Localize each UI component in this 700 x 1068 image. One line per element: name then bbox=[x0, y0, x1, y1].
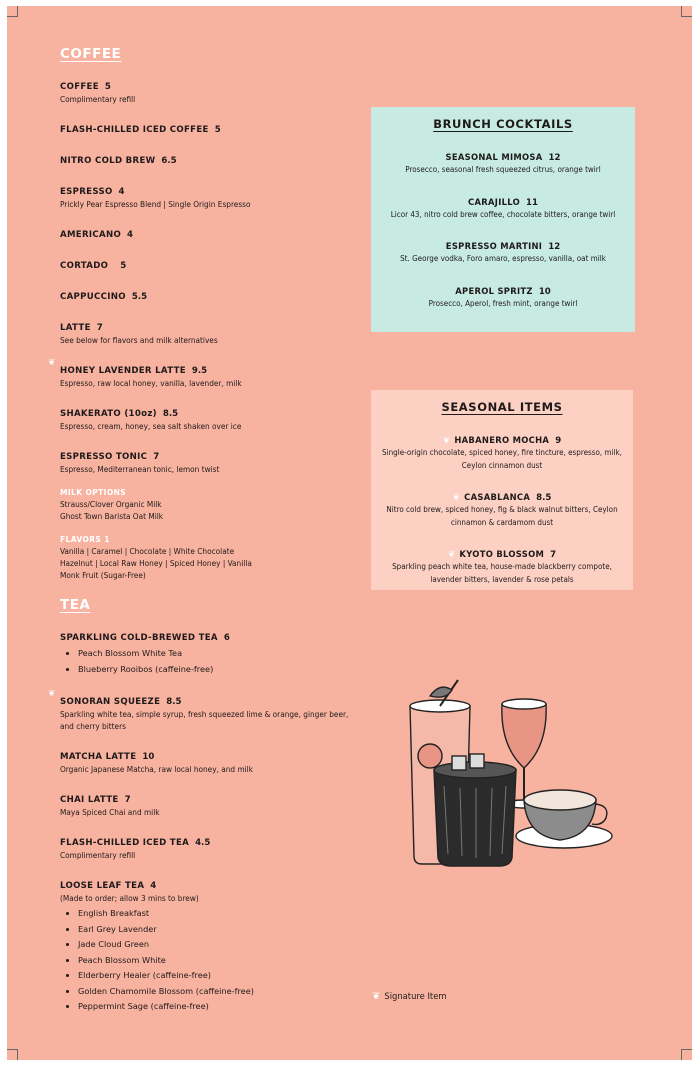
item-price: 7 bbox=[153, 452, 160, 462]
item-name: CARAJILLO bbox=[468, 196, 520, 207]
menu-item-coffee bbox=[60, 74, 360, 105]
signature-leaf-icon: ❦ bbox=[48, 358, 56, 368]
item-name: CAPPUCCINO bbox=[60, 292, 126, 302]
item-desc: Complimentary refill bbox=[60, 850, 136, 860]
coffee-section-title: COFFEE bbox=[60, 46, 122, 62]
item-price: 9 bbox=[555, 436, 562, 446]
item-price: 10 bbox=[142, 752, 155, 762]
item-name: MATCHA LATTE bbox=[60, 752, 137, 762]
menu-item-loose-leaf bbox=[60, 873, 360, 1015]
item-price: 5.5 bbox=[131, 292, 148, 302]
item-name: HONEY LAVENDER LATTE bbox=[60, 366, 186, 376]
item-name: SPARKLING COLD-BREWED TEA bbox=[60, 633, 218, 643]
seasonal-item bbox=[379, 428, 625, 472]
crop-mark bbox=[681, 6, 692, 17]
item-name: CHAI LATTE bbox=[60, 795, 119, 805]
item-name: ESPRESSO MARTINI bbox=[445, 241, 543, 251]
item-desc: Espresso, cream, honey, sea salt shaken over ice bbox=[60, 421, 242, 431]
item-desc: Organic Japanese Matcha, raw local honey, and milk bbox=[60, 764, 253, 774]
signature-leaf-icon: ❦ bbox=[452, 493, 461, 503]
item-price: 10 bbox=[538, 286, 551, 297]
signature-legend bbox=[372, 991, 447, 1002]
item-price: 5 bbox=[120, 261, 127, 271]
menu-item-cappuccino bbox=[60, 284, 360, 303]
legend-label: Signature Item bbox=[384, 991, 447, 1001]
item-desc: Espresso, Mediterranean tonic, lemon twist bbox=[60, 464, 220, 474]
item-desc: Single-origin chocolate, spiced honey, fire tincture, espresso, milk, Ceylon cinnamon dust bbox=[382, 448, 622, 470]
item-name: COFFEE bbox=[60, 82, 99, 92]
seasonal-title: SEASONAL ITEMS bbox=[441, 400, 563, 414]
item-name: FLASH-CHILLED ICED TEA bbox=[60, 838, 190, 848]
item-desc: Prosecco, seasonal fresh squeezed citrus, orange twirl bbox=[405, 165, 601, 174]
list-item: • Peach Blossom White Tea bbox=[78, 646, 360, 662]
signature-leaf-icon: ❦ bbox=[447, 550, 456, 560]
item-name: SEASONAL MIMOSA bbox=[445, 152, 543, 162]
signature-leaf-icon: ❦ bbox=[442, 436, 451, 446]
item-price: 7 bbox=[550, 550, 557, 560]
tea-section-title: TEA bbox=[60, 597, 91, 613]
menu-item-latte bbox=[60, 315, 360, 346]
flavors-title: FLAVORS 1 bbox=[60, 535, 110, 544]
item-name: SHAKERATO (10oz) bbox=[60, 409, 157, 419]
cocktail-item bbox=[379, 190, 627, 222]
flavor-line: Vanilla | Caramel | Chocolate | White Chocolate bbox=[60, 546, 235, 556]
brunch-cocktails-box bbox=[371, 107, 635, 332]
item-price: 12 bbox=[548, 242, 561, 252]
item-price: 5 bbox=[104, 82, 111, 92]
item-price: 8.5 bbox=[166, 697, 182, 707]
menu-item-honey-lavender bbox=[48, 358, 360, 389]
cocktails-title: BRUNCH COCKTAILS bbox=[433, 117, 573, 131]
item-desc: Prickly Pear Espresso Blend | Single Origin Espresso bbox=[60, 199, 251, 209]
item-price: 11 bbox=[526, 197, 538, 208]
item-price: 4.5 bbox=[195, 838, 211, 848]
list-item: • Earl Grey Lavender bbox=[78, 922, 360, 938]
list-item: • Peppermint Sage (caffeine-free) bbox=[78, 999, 360, 1015]
list-item: • Peach Blossom White bbox=[78, 953, 360, 969]
item-name: ESPRESSO bbox=[60, 187, 113, 197]
item-desc: Licor 43, nitro cold brew coffee, chocolate bitters, orange twirl bbox=[390, 209, 616, 219]
seasonal-item bbox=[379, 542, 625, 586]
item-desc: Nitro cold brew, spiced honey, fig & black walnut bitters, Ceylon cinnamon & cardamom dust bbox=[386, 505, 618, 527]
menu-item-shakerato bbox=[60, 401, 360, 432]
item-price: 8.5 bbox=[162, 409, 179, 419]
signature-leaf-icon: ❦ bbox=[48, 689, 56, 699]
list-item: • Elderberry Healer (caffeine-free) bbox=[78, 968, 360, 984]
item-name: CASABLANCA bbox=[464, 492, 531, 502]
signature-leaf-icon: ❦ bbox=[372, 991, 381, 1002]
item-name: SONORAN SQUEEZE bbox=[60, 697, 161, 707]
item-name: AMERICANO bbox=[60, 230, 122, 240]
item-name: KYOTO BLOSSOM bbox=[459, 549, 545, 559]
list-item: • Blueberry Rooibos (caffeine-free) bbox=[78, 662, 360, 678]
item-price: 6 bbox=[223, 633, 230, 643]
item-desc: (Made to order; allow 3 mins to brew) bbox=[60, 893, 199, 903]
list-item: • English Breakfast bbox=[78, 906, 360, 922]
item-price: 4 bbox=[118, 187, 125, 197]
item-price: 7 bbox=[124, 795, 131, 805]
flavors bbox=[60, 534, 360, 581]
tea-options-list bbox=[60, 646, 360, 677]
item-desc: Sparkling white tea, simple syrup, fresh squeezed lime & orange, ginger beer, and cherry bitters bbox=[60, 709, 349, 731]
item-desc: Espresso, raw local honey, vanilla, lavender, milk bbox=[60, 378, 242, 388]
crop-mark bbox=[7, 6, 18, 17]
coffee-cup-illustration bbox=[516, 790, 612, 848]
item-price: 7 bbox=[96, 323, 103, 333]
menu-item-sonoran bbox=[48, 689, 360, 732]
list-item: • Jade Cloud Green bbox=[78, 937, 360, 953]
item-name: APEROL SPRITZ bbox=[455, 285, 533, 296]
menu-item-sparkling-tea bbox=[60, 625, 360, 677]
menu-item-iced-coffee bbox=[60, 117, 360, 136]
item-desc: Sparkling peach white tea, house-made blackberry compote, lavender bitters, lavender & rose petals bbox=[392, 562, 612, 584]
loose-leaf-list bbox=[60, 906, 360, 1015]
left-column bbox=[48, 46, 360, 1027]
seasonal-items-box bbox=[371, 390, 633, 590]
cocktail-item bbox=[379, 145, 627, 177]
cold-brew-tumbler-illustration bbox=[434, 754, 516, 866]
menu-item-iced-tea bbox=[60, 830, 360, 861]
crop-mark bbox=[681, 1049, 692, 1060]
item-price: 8.5 bbox=[536, 493, 552, 503]
item-desc: Maya Spiced Chai and milk bbox=[60, 807, 160, 817]
menu-item-espresso-tonic bbox=[60, 444, 360, 475]
item-name: HABANERO MOCHA bbox=[454, 435, 550, 445]
menu-item-nitro bbox=[60, 148, 360, 167]
item-desc: See below for flavors and milk alternatives bbox=[60, 335, 218, 345]
menu-item-espresso bbox=[60, 179, 360, 210]
drinks-illustration bbox=[400, 676, 620, 876]
item-name: LATTE bbox=[60, 323, 91, 333]
milk-options bbox=[60, 487, 360, 522]
item-name: CORTADO bbox=[60, 261, 109, 271]
item-name: LOOSE LEAF TEA bbox=[60, 881, 145, 891]
item-desc: Complimentary refill bbox=[60, 94, 136, 104]
menu-item-chai bbox=[60, 787, 360, 818]
menu-item-americano bbox=[60, 222, 360, 241]
cocktail-item bbox=[379, 279, 627, 311]
milk-option: Strauss/Clover Organic Milk bbox=[60, 499, 162, 509]
milk-options-title: MILK OPTIONS bbox=[60, 488, 127, 497]
item-price: 12 bbox=[548, 153, 561, 163]
flavor-line: Hazelnut | Local Raw Honey | Spiced Honey | Vanilla bbox=[60, 558, 252, 568]
menu-item-matcha bbox=[60, 744, 360, 775]
item-name: ESPRESSO TONIC bbox=[60, 452, 148, 462]
item-price: 4 bbox=[127, 230, 134, 240]
item-price: 6.5 bbox=[161, 156, 177, 166]
item-price: 9.5 bbox=[191, 366, 208, 376]
item-name: NITRO COLD BREW bbox=[60, 156, 156, 166]
item-name: FLASH-CHILLED ICED COFFEE bbox=[60, 125, 209, 135]
flavor-line: Monk Fruit (Sugar-Free) bbox=[60, 570, 146, 580]
crop-mark bbox=[7, 1049, 18, 1060]
seasonal-item bbox=[379, 485, 625, 529]
cocktail-item bbox=[379, 234, 627, 266]
menu-item-cortado bbox=[60, 253, 360, 272]
milk-option: Ghost Town Barista Oat Milk bbox=[60, 511, 164, 521]
item-desc: Prosecco, Aperol, fresh mint, orange twirl bbox=[428, 298, 578, 308]
item-price: 5 bbox=[214, 125, 221, 135]
list-item: • Golden Chamomile Blossom (caffeine-free) bbox=[78, 984, 360, 1000]
item-price: 4 bbox=[150, 881, 157, 891]
item-desc: St. George vodka, Foro amaro, espresso, vanilla, oat milk bbox=[400, 254, 606, 263]
